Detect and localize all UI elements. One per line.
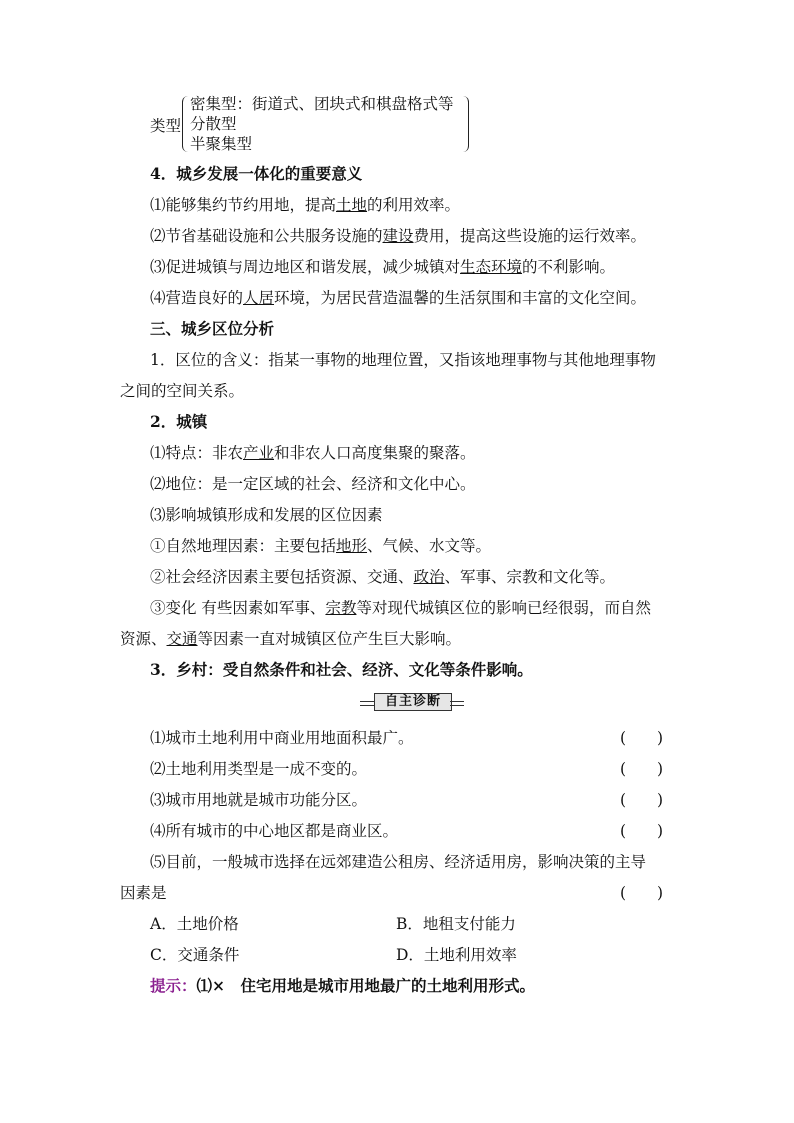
type-item-scattered: 分散型 <box>190 115 237 133</box>
answer-blank-5: ( ) <box>620 884 664 902</box>
factor-socioeconomic: ②社会经济因素主要包括资源、交通、政治、军事、宗教和文化等。 <box>150 568 616 586</box>
question-2: ⑵土地利用类型是一成不变的。 <box>150 760 368 778</box>
hint-label: 提示： <box>150 976 197 995</box>
factor-change-line1: ③变化 有些因素如军事、宗教等对现代城镇区位的影响已经很弱，而自然 <box>150 599 651 617</box>
question-1: ⑴城市土地利用中商业用地面积最广。 <box>150 729 414 747</box>
location-def-line1: 1．区位的含义：指某一事物的地理位置，又指该地理事物与其他地理事物 <box>150 351 656 369</box>
answer-blank-2: ( ) <box>620 760 664 778</box>
section3-heading: 三、城乡区位分析 <box>150 319 275 338</box>
town-heading: 2．城镇 <box>150 412 208 431</box>
tag-right-rule <box>450 701 464 706</box>
type-item-dense: 密集型：街道式、团块式和棋盘格式等 <box>190 95 454 113</box>
location-def-line2: 之间的空间关系。 <box>120 382 245 400</box>
tag-label: 自主诊断 <box>374 693 452 711</box>
village-line: 3．乡村：受自然条件和社会、经济、文化等条件影响。 <box>150 660 533 679</box>
section4-p4: ⑷营造良好的人居环境，为居民营造温馨的生活氛围和丰富的文化空间。 <box>150 289 647 307</box>
question-3: ⑶城市用地就是城市功能分区。 <box>150 791 368 809</box>
town-feature: ⑴特点：非农产业和非农人口高度集聚的聚落。 <box>150 444 476 462</box>
right-brace <box>462 96 469 152</box>
option-d: D．土地利用效率 <box>396 946 517 964</box>
question-4: ⑷所有城市的中心地区都是商业区。 <box>150 822 399 840</box>
type-label: 类型 <box>150 117 182 135</box>
answer-blank-4: ( ) <box>620 822 664 840</box>
section4-p1: ⑴能够集约节约用地，提高土地的利用效率。 <box>150 196 461 214</box>
section4-p2: ⑵节省基础设施和公共服务设施的建设费用，提高这些设施的运行效率。 <box>150 227 647 245</box>
factor-change-line2: 资源、交通等因素一直对城镇区位产生巨大影响。 <box>120 630 462 648</box>
section4-heading: 4．城乡发展一体化的重要意义 <box>150 164 363 183</box>
left-brace <box>182 96 189 152</box>
question-5-line1: ⑸目前，一般城市选择在远郊建造公租房、经济适用房，影响决策的主导 <box>150 853 647 871</box>
town-factors-heading: ⑶影响城镇形成和发展的区位因素 <box>150 506 383 524</box>
option-c: C．交通条件 <box>150 946 240 964</box>
question-5-line2: 因素是 <box>120 884 167 902</box>
type-item-semi: 半聚集型 <box>190 135 253 153</box>
type-brace-block <box>150 94 480 156</box>
answer-blank-1: ( ) <box>620 729 664 747</box>
town-status: ⑵地位：是一定区域的社会、经济和文化中心。 <box>150 475 476 493</box>
answer-blank-3: ( ) <box>620 791 664 809</box>
hint-line <box>150 976 535 996</box>
hint-text: ⑴× 住宅用地是城市用地最广的土地利用形式。 <box>196 976 536 995</box>
self-diagnosis-tag <box>360 693 464 711</box>
option-a: A．土地价格 <box>150 915 239 933</box>
option-b: B．地租支付能力 <box>396 915 516 933</box>
section4-p3: ⑶促进城镇与周边地区和谐发展，减少城镇对生态环境的不利影响。 <box>150 258 616 276</box>
factor-natural: ①自然地理因素：主要包括地形、气候、水文等。 <box>150 537 492 555</box>
